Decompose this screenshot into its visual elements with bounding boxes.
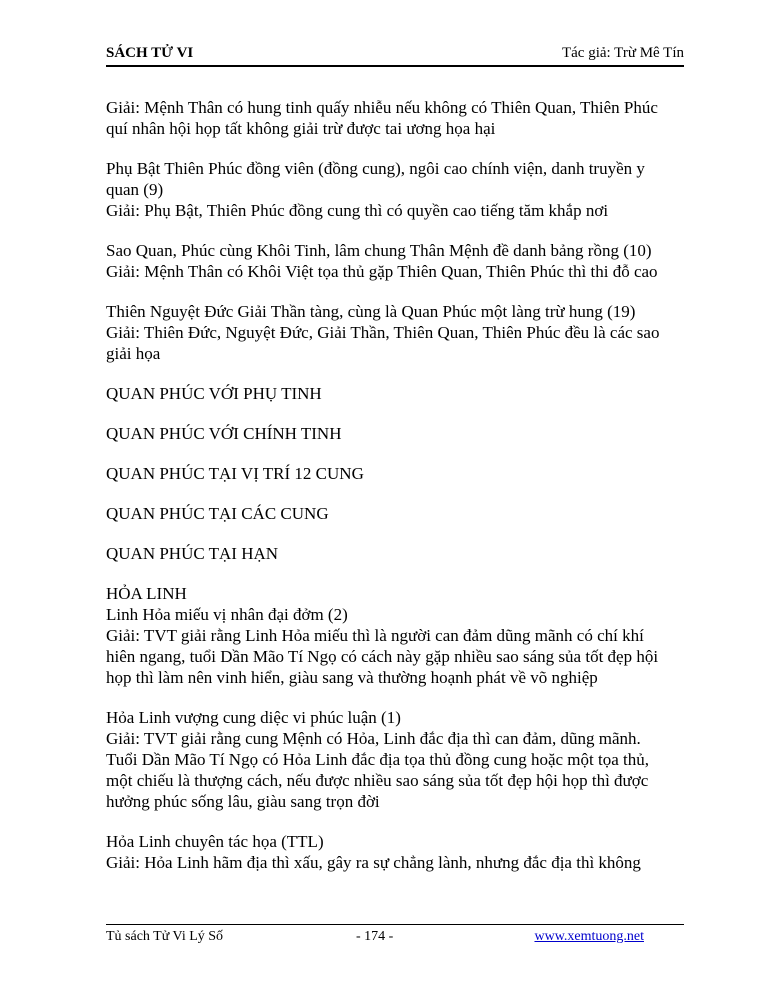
paragraph bbox=[106, 97, 686, 139]
text-line: Giải: Thiên Đức, Nguyệt Đức, Giải Thần, Thiên Quan, Thiên Phúc đều là các sao bbox=[106, 323, 660, 342]
page-body bbox=[106, 97, 686, 892]
header-rule bbox=[106, 65, 684, 67]
paragraph bbox=[106, 301, 686, 364]
text-line: Hỏa Linh vượng cung diệc vi phúc luận (1) bbox=[106, 708, 401, 727]
text-line: hưởng phúc sống lâu, giàu sang trọn đời bbox=[106, 792, 380, 811]
text-line: Giải: Mệnh Thân có hung tinh quấy nhiễu nếu không có Thiên Quan, Thiên Phúc bbox=[106, 98, 658, 117]
book-title: SÁCH TỬ VI bbox=[106, 45, 194, 61]
text-line: Hỏa Linh chuyên tác họa (TTL) bbox=[106, 832, 324, 851]
text-line: Phụ Bật Thiên Phúc đồng viên (đồng cung), ngôi cao chính viện, danh truyền y bbox=[106, 159, 645, 178]
page-header bbox=[106, 45, 684, 67]
footer-rule bbox=[106, 924, 684, 925]
website-link[interactable]: www.xemtuong.net bbox=[534, 929, 644, 944]
footer-series: Tủ sách Tử Vi Lý Số bbox=[106, 929, 224, 944]
text-line: Giải: Hỏa Linh hãm địa thì xấu, gây ra sự chẳng lành, nhưng đắc địa thì không bbox=[106, 853, 641, 872]
paragraph bbox=[106, 707, 686, 812]
text-line: một chiếu là thượng cách, nếu được nhiều sao sáng sủa tốt đẹp hội họp thì được bbox=[106, 771, 649, 790]
text-line: hiên ngang, tuổi Dần Mão Tí Ngọ có cách này gặp nhiều sao sáng sủa tốt đẹp hội bbox=[106, 647, 659, 666]
text-line: Giải: TVT giải rằng cung Mệnh có Hỏa, Linh đắc địa thì can đảm, dũng mãnh. bbox=[106, 729, 641, 748]
paragraph bbox=[106, 831, 686, 873]
text-line: quí nhân hội họp tất không giải trừ được tai ương họa hại bbox=[106, 119, 496, 138]
page-footer bbox=[106, 929, 684, 949]
text-line: quan (9) bbox=[106, 180, 164, 199]
paragraph bbox=[106, 240, 686, 282]
text-line: Sao Quan, Phúc cùng Khôi Tinh, lâm chung Thân Mệnh đề danh bảng rồng (10) bbox=[106, 241, 652, 260]
section-heading: QUAN PHÚC TẠI HẠN bbox=[106, 544, 279, 563]
text-line: Giải: Mệnh Thân có Khôi Việt tọa thủ gặp Thiên Quan, Thiên Phúc thì thi đỗ cao bbox=[106, 262, 658, 281]
text-line: họp thì làm nên vinh hiển, giàu sang và thường hoạnh phát về võ nghiệp bbox=[106, 668, 598, 687]
section-heading: QUAN PHÚC VỚI CHÍNH TINH bbox=[106, 424, 342, 443]
text-line: Giải: TVT giải rằng Linh Hỏa miếu thì là người can đảm dũng mãnh có chí khí bbox=[106, 626, 644, 645]
section-heading: QUAN PHÚC TẠI VỊ TRÍ 12 CUNG bbox=[106, 464, 364, 483]
section-heading: QUAN PHÚC TẠI CÁC CUNG bbox=[106, 504, 329, 523]
section-title: HỎA LINH bbox=[106, 584, 187, 603]
text-line: Thiên Nguyệt Đức Giải Thần tàng, cùng là Quan Phúc một làng trừ hung (19) bbox=[106, 302, 636, 321]
page-number: - 174 - bbox=[356, 929, 394, 944]
paragraph bbox=[106, 583, 686, 688]
author-label: Tác giả: Trừ Mê Tín bbox=[561, 45, 684, 61]
text-line: Giải: Phụ Bật, Thiên Phúc đồng cung thì có quyền cao tiếng tăm khắp nơi bbox=[106, 201, 609, 220]
text-line: giải họa bbox=[106, 344, 161, 363]
text-line: Tuổi Dần Mão Tí Ngọ có Hỏa Linh đắc địa tọa thủ đồng cung hoặc một tọa thủ, bbox=[106, 750, 649, 769]
paragraph bbox=[106, 158, 686, 221]
section-heading: QUAN PHÚC VỚI PHỤ TINH bbox=[106, 384, 322, 403]
text-line: Linh Hỏa miếu vị nhân đại đởm (2) bbox=[106, 605, 348, 624]
